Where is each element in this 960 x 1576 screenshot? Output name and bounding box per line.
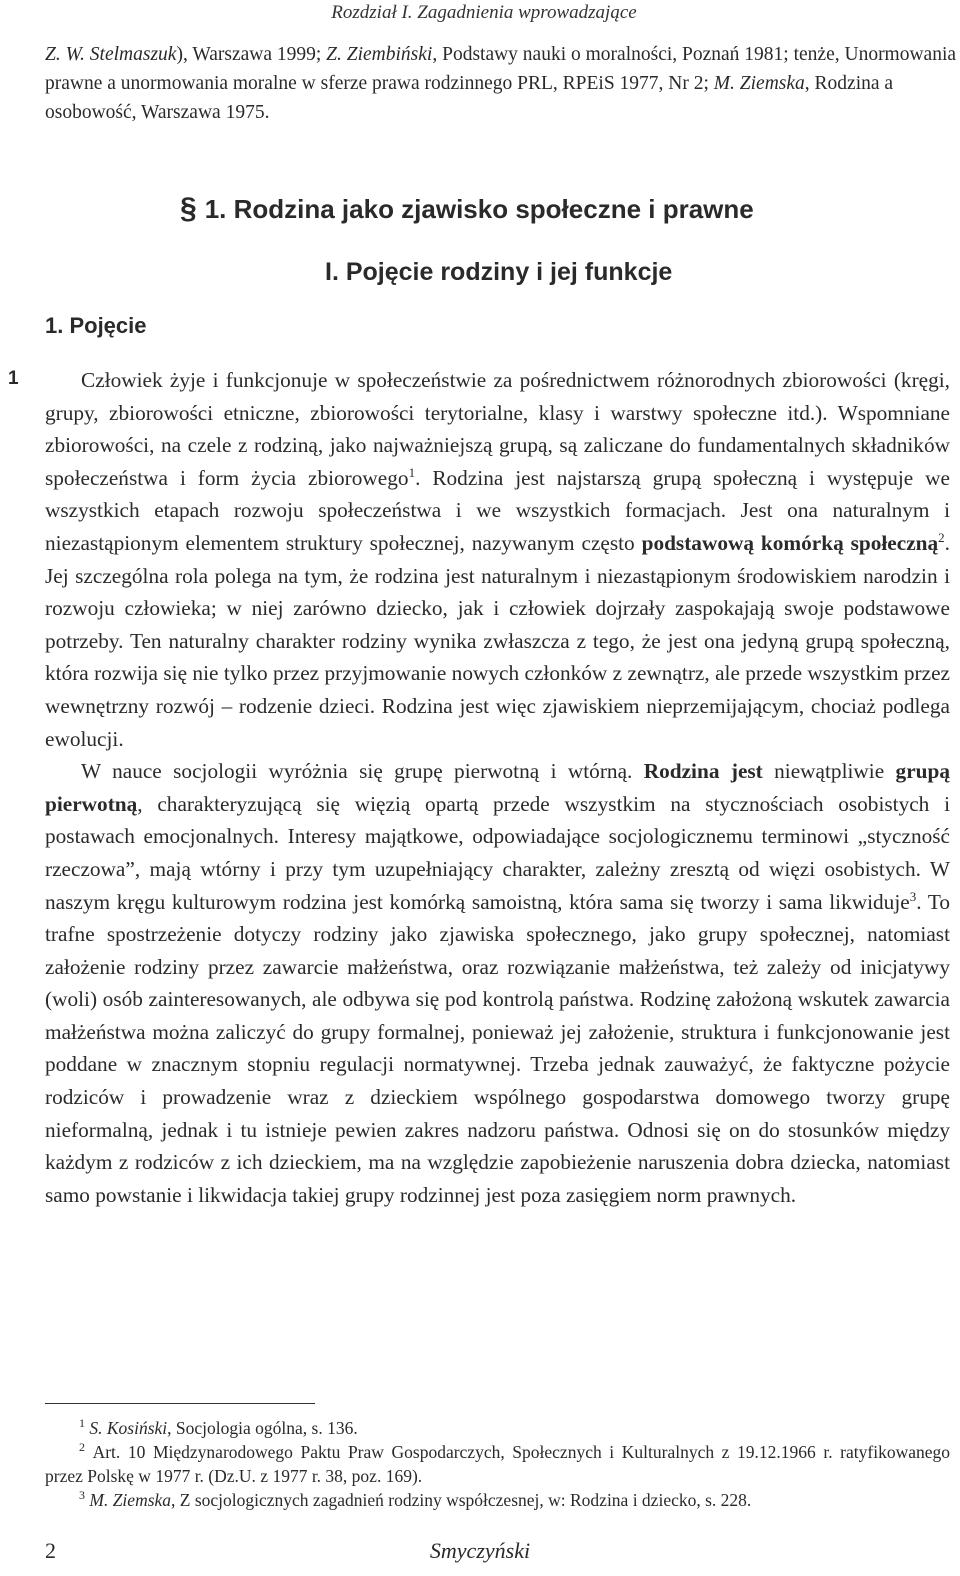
footnote-3-number: 3 <box>79 1488 85 1503</box>
p2-text-b: niewątpliwie <box>762 759 896 784</box>
bib-author-1: Z. W. Stelmaszuk <box>45 44 177 65</box>
bib-text-1: ), Warszawa 1999; <box>176 44 327 65</box>
margin-heading: 1. Pojęcie <box>45 313 147 338</box>
footnotes <box>45 1416 950 1512</box>
section-heading <box>180 192 754 226</box>
footnote-1-text: , Socjologia ogólna, s. 136. <box>167 1418 358 1438</box>
bibliography-continuation <box>45 40 960 127</box>
footnote-3-text: , Z socjologicznych zagadnień rodziny współczesnej, w: Rodzina i dziecko, s. 228. <box>171 1490 752 1510</box>
chapter-heading: I. Pojęcie rodziny i jej funkcje <box>325 258 673 286</box>
p2-bold-2: grupą pierwotną <box>45 759 950 816</box>
footnote-3 <box>45 1488 950 1512</box>
p1-text-a: Człowiek żyje i funkcjonuje w społeczeństwie za pośrednictwem różnorodnych zbiorowości (kręgi, grupy, zbiorowości etniczne, zbiorowości terytorialne, klasy i warstwy społeczne itd.). Wspomniane zbiorowości, na czele z rodziną, jako najważniejszą grupą, są zaliczane do fundamentalnych składników społeczeństwa i form życia zbiorowego <box>45 368 950 490</box>
bib-text-2: , Podstawy nauki o moralności, Poznań 1981; tenże, Unormowania prawne a unormowania moralne w sferze prawa rodzinnego PRL, RPEiS 1977, Nr 2; <box>45 44 957 94</box>
paragraph-2 <box>45 755 950 1211</box>
footnote-1-author: S. Kosiński <box>89 1418 168 1438</box>
p2-text-d: . To trafne spostrzeżenie dotyczy rodziny jako zjawiska społecznego, jako grupy społecznej, natomiast założenie rodziny przez zawarcie małżeństwa, oraz rozwiązanie małżeństwa, też zależy od inicjatywy (woli) osób zainteresowanych, ale odbywa się pod kontrolą państwa. Rodzinę założoną wskutek zawarcia małżeństwa można zaliczyć do grupy formalnej, ponieważ jej założenie, struktura i funkcjonowanie jest poddane w znacznym stopniu regulacji normatywnej. Trzeba jednak zauważyć, że faktyczne pożycie rodziców i prowadzenie wraz z dzieckiem wspólnego gospodarstwa domowego tworzy grupę nieformalną, jednak i tu istnieje pewien zakres nadzoru państwa. Odnosi się on do stosunków między każdym z rodziców z ich dzieckiem, ma na względzie zapobieżenie naruszenia dobra dziecka, natomiast samo powstanie i likwidacja takiej grupy rodzinnej jest poza zasięgiem norm prawnych. <box>45 889 951 1207</box>
footnote-divider <box>45 1403 315 1404</box>
p1-text-b: . Rodzina jest najstarszą grupą społeczną i występuje we wszystkich etapach rozwoju społeczeństwa i we wszystkich formacjach. Jest ona naturalnym i niezastąpionym elementem struktury społecznej, nazywanym często <box>45 465 950 555</box>
bib-author-2: Z. Ziembiński <box>326 44 433 65</box>
bib-text-3: , Rodzina a osobowość, Warszawa 1975. <box>45 73 894 123</box>
footer-author: Smyczyński <box>429 1538 531 1563</box>
footnote-ref-1: 1 <box>408 464 416 480</box>
footnote-1 <box>45 1416 950 1440</box>
running-head-text: Rozdział I. Zagadnienia wprowadzające <box>331 2 637 23</box>
section-title-text: 1. Rodzina jako zjawisko społeczne i prawne <box>204 194 754 224</box>
footnote-2-number: 2 <box>79 1440 85 1455</box>
p2-text-a: W nauce socjologii wyróżnia się grupę pierwotną i wtórną. <box>81 759 644 784</box>
bib-author-3: M. Ziemska <box>713 73 805 94</box>
footnote-3-author: M. Ziemska <box>89 1490 172 1510</box>
p1-text-c: . Jej szczególna rola polega na tym, że rodzina jest naturalnym i niezastąpionym środowiskiem narodzin i rozwoju człowieka; w niej zarówno dziecko, jak i człowiek dojrzały zaspokajają swoje podstawowe potrzeby. Ten naturalny charakter rodziny wynika zwłaszcza z tego, że jest ona jedyną grupą społeczną, która rozwija się nie tylko przez przyjmowanie nowych członków z zewnątrz, ale przede wszystkim przez wewnętrzny rozwój – rodzenie dzieci. Rodzina jest więc zjawiskiem nieprzemijającym, chociaż podlega ewolucji. <box>45 530 950 751</box>
page-number: 2 <box>45 1538 56 1563</box>
paragraph-1 <box>45 364 950 755</box>
p2-text-c: , charakteryzującą się więzią opartą przede wszystkim na stycznościach osobistych i postawach emocjonalnych. Interesy majątkowe, odpowiadające socjologicznemu terminowi „styczność rzeczowa”, mają wtórny i przy tym uzupełniający charakter, zależny zresztą od więzi osobistych. W naszym kręgu kulturowym rodzina jest komórką samoistną, która sama się tworzy i sama likwiduje <box>45 791 950 914</box>
footnote-ref-3: 3 <box>909 888 917 904</box>
footnote-1-number: 1 <box>79 1416 85 1431</box>
footnote-2-text: Art. 10 Międzynarodowego Paktu Praw Gospodarczych, Społecznych i Kulturalnych z 19.12.1966 r. ratyfikowanego przez Polskę w 1977 r. (Dz.U. z 1977 r. 38, poz. 169). <box>45 1442 950 1486</box>
section-symbol: § <box>180 192 197 225</box>
margin-number: 1 <box>8 368 19 389</box>
footnote-2 <box>45 1440 950 1488</box>
main-text <box>45 364 950 1211</box>
running-head <box>0 2 960 24</box>
p1-bold-term: podstawową komórką społeczną <box>641 530 939 555</box>
p2-bold-1: Rodzina jest <box>643 759 763 784</box>
footnote-ref-2: 2 <box>938 529 945 545</box>
